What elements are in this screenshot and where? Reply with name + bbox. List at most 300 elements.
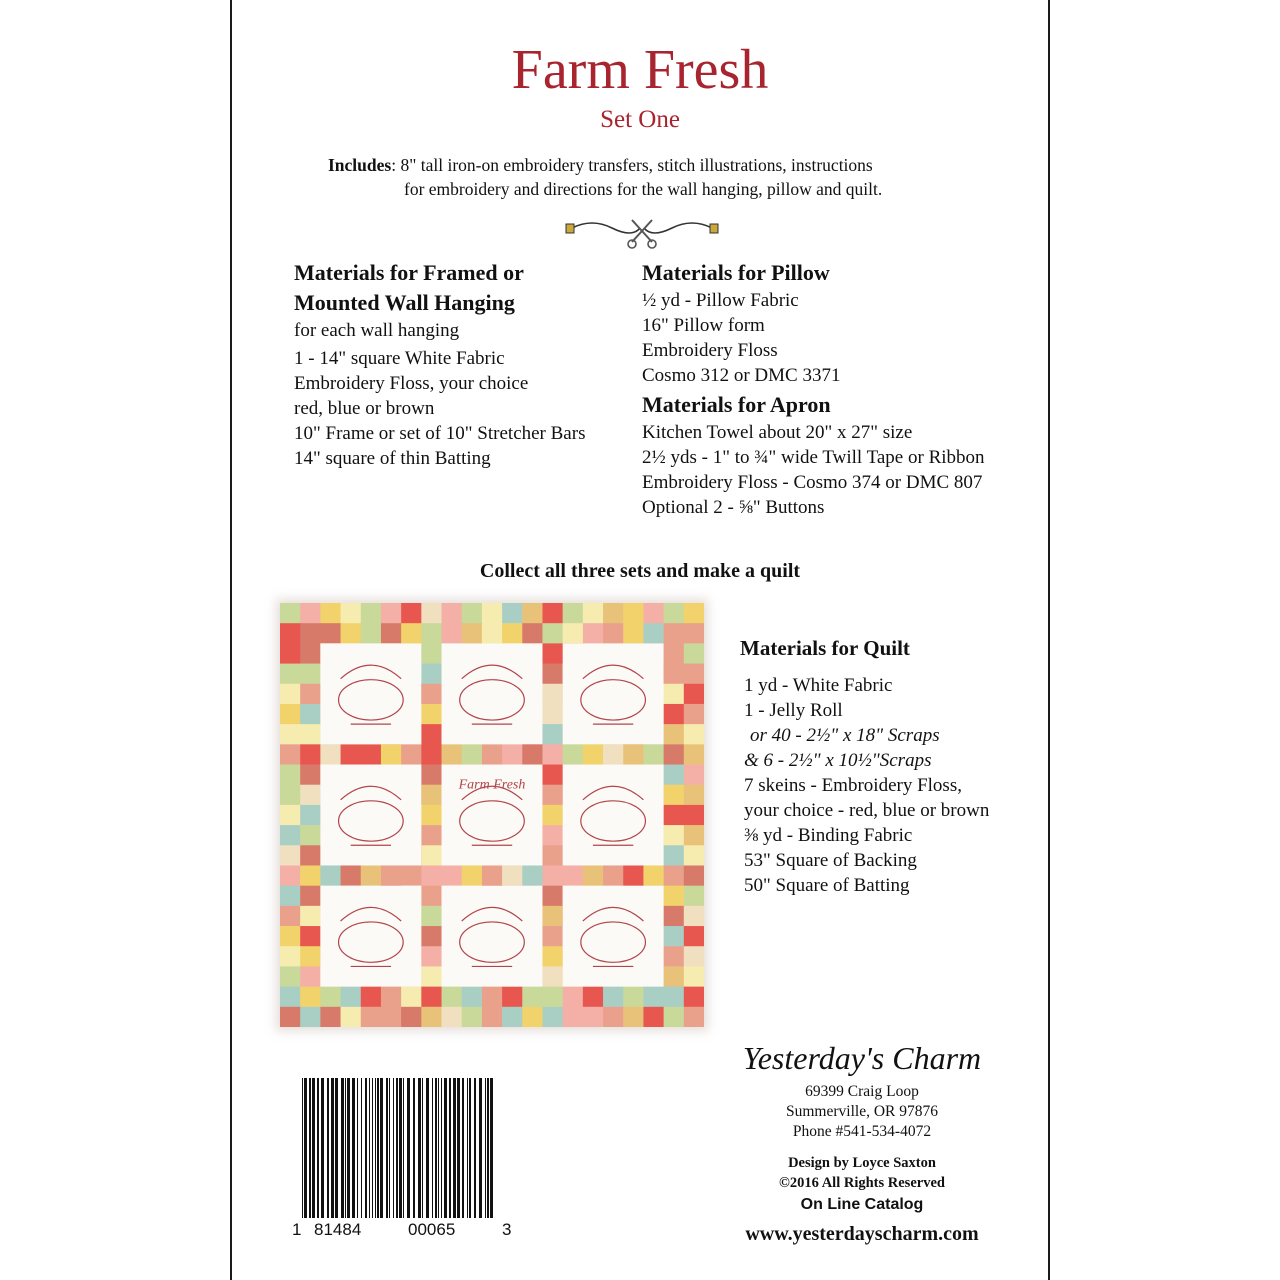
- quilt-patch: [421, 704, 442, 725]
- quilt-patch: [643, 623, 664, 644]
- quilt-patch: [684, 825, 704, 846]
- barcode-bar: [317, 1078, 319, 1218]
- quilt-patch: [643, 987, 664, 1008]
- quilt-patch: [341, 865, 362, 886]
- quilt-patch: [664, 865, 685, 886]
- quilt-patch: [684, 684, 704, 705]
- quilt-patch: [280, 744, 301, 765]
- barcode-bar: [469, 1078, 471, 1218]
- barcode-bar: [321, 1078, 324, 1218]
- quilt-patch: [664, 966, 685, 987]
- barcode-bar: [345, 1078, 346, 1218]
- barcode-bar: [386, 1078, 388, 1218]
- quilt-patch: [300, 744, 321, 765]
- quilt-patch: [603, 987, 624, 1008]
- quilt-heading: Materials for Quilt: [740, 636, 910, 660]
- quilt-patch: [522, 865, 543, 886]
- quilt-patch: [280, 926, 301, 947]
- quilt-patch: [603, 1007, 624, 1027]
- quilt-patch: [684, 906, 704, 927]
- quilt-patch: [421, 603, 442, 624]
- quilt-patch: [280, 664, 301, 685]
- quilt-patch: [623, 1007, 644, 1027]
- barcode-bar: [444, 1078, 447, 1218]
- quilt-patch: [563, 987, 584, 1008]
- quilt-patch: [300, 805, 321, 826]
- quilt-patch: [300, 926, 321, 947]
- quilt-patch: [300, 825, 321, 846]
- wall-hanging-heading-1: Materials for Framed or: [294, 260, 524, 285]
- barcode-bar: [485, 1078, 486, 1218]
- quilt-patch: [563, 603, 584, 624]
- barcode-bar: [393, 1078, 394, 1218]
- barcode-bar: [453, 1078, 456, 1218]
- copyright-notice: ©2016 All Rights Reserved: [779, 1175, 945, 1191]
- quilt-patch: [542, 966, 563, 987]
- quilt-patch: [664, 744, 685, 765]
- quilt-patch: [341, 603, 362, 624]
- quilt-patch: [421, 825, 442, 846]
- quilt-patch: [664, 886, 685, 907]
- quilt-patch: [583, 623, 604, 644]
- pillow-heading: Materials for Pillow: [642, 260, 830, 285]
- list-item: 50" Square of Batting: [744, 875, 910, 896]
- quilt-patch: [300, 684, 321, 705]
- wall-hanging-heading-2: Mounted Wall Hanging: [294, 290, 515, 315]
- barcode-digit-group: 3: [502, 1220, 512, 1239]
- list-item: 1 - 14" square White Fabric: [294, 348, 505, 369]
- quilt-patch: [664, 845, 685, 866]
- quilt-patch: [603, 865, 624, 886]
- barcode-icon: [292, 1078, 502, 1218]
- quilt-patch: [623, 603, 644, 624]
- quilt-patch: [603, 744, 624, 765]
- quilt-patch: [421, 805, 442, 826]
- quilt-patch: [462, 623, 483, 644]
- quilt-patch: [442, 1007, 463, 1027]
- quilt-patch: [542, 946, 563, 967]
- barcode-bar: [312, 1078, 315, 1218]
- includes-line-1: : 8" tall iron-on embroidery transfers, stitch illustrations, instructions: [391, 155, 873, 175]
- quilt-patch: [643, 865, 664, 886]
- quilt-patch: [361, 1007, 382, 1027]
- quilt-patch: [421, 643, 442, 664]
- embroidery-block: [563, 643, 664, 744]
- quilt-patch: [583, 744, 604, 765]
- quilt-patch: [401, 987, 422, 1008]
- quilt-patch: [300, 704, 321, 725]
- quilt-patch: [280, 704, 301, 725]
- quilt-patch: [421, 966, 442, 987]
- barcode-bar: [462, 1078, 464, 1218]
- design-credits: [722, 1153, 1002, 1193]
- quilt-patch: [502, 744, 523, 765]
- wall-hanging-materials: [294, 258, 614, 471]
- quilt-patch: [482, 623, 503, 644]
- quilt-patch: [522, 987, 543, 1008]
- quilt-patch: [361, 865, 382, 886]
- quilt-patch: [542, 785, 563, 806]
- quilt-patch: [542, 865, 563, 886]
- quilt-patch: [401, 744, 422, 765]
- quilt-patch: [664, 664, 685, 685]
- quilt-patch: [280, 603, 301, 624]
- barcode-bar: [432, 1078, 433, 1218]
- barcode-bar: [399, 1078, 402, 1218]
- quilt-patch: [280, 724, 301, 745]
- quilt-patch: [401, 1007, 422, 1027]
- quilt-patch: [300, 966, 321, 987]
- list-item: Cosmo 312 or DMC 3371: [642, 365, 841, 386]
- barcode-bar: [474, 1078, 476, 1218]
- barcode-bar: [352, 1078, 355, 1218]
- embroidery-block: [320, 765, 421, 866]
- barcode-bar: [335, 1078, 338, 1218]
- list-item: Optional 2 - ⅝" Buttons: [642, 497, 825, 518]
- quilt-patch: [361, 603, 382, 624]
- publisher-logo: Yesterday's Charm: [742, 1040, 982, 1076]
- quilt-patch: [280, 623, 301, 644]
- scissors-flourish-icon: [552, 210, 732, 250]
- quilt-patch: [522, 623, 543, 644]
- quilt-patch: [542, 926, 563, 947]
- quilt-patch: [542, 664, 563, 685]
- list-item: 2½ yds - 1" to ¾" wide Twill Tape or Ribbon: [642, 447, 985, 468]
- quilt-patch: [542, 825, 563, 846]
- quilt-patch: [381, 865, 402, 886]
- quilt-patch: [300, 987, 321, 1008]
- quilt-patch: [542, 744, 563, 765]
- quilt-patch: [381, 987, 402, 1008]
- quilt-patch: [664, 926, 685, 947]
- quilt-patch: [462, 744, 483, 765]
- quilt-patch: [341, 1007, 362, 1027]
- quilt-patch: [684, 966, 704, 987]
- quilt-patch: [583, 987, 604, 1008]
- quilt-patch: [542, 1007, 563, 1027]
- quilt-patch: [421, 684, 442, 705]
- address-line-1: 69399 Craig Loop: [805, 1083, 919, 1100]
- list-item: 16" Pillow form: [642, 315, 765, 336]
- quilt-patch: [462, 603, 483, 624]
- quilt-patch: [583, 865, 604, 886]
- quilt-patch: [563, 623, 584, 644]
- barcode-digit-group: 1: [292, 1220, 302, 1239]
- quilt-patch: [442, 987, 463, 1008]
- quilt-patch: [643, 744, 664, 765]
- barcode-bar: [357, 1078, 358, 1218]
- quilt-patch: [421, 765, 442, 786]
- quilt-patch: [280, 805, 301, 826]
- list-item: Kitchen Towel about 20" x 27" size: [642, 422, 913, 443]
- quilt-patch: [664, 643, 685, 664]
- quilt-patch: [684, 886, 704, 907]
- quilt-patch: [623, 744, 644, 765]
- quilt-patch: [401, 623, 422, 644]
- includes-line-2: for embroidery and directions for the wall hanging, pillow and quilt.: [404, 179, 883, 199]
- quilt-patch: [300, 664, 321, 685]
- quilt-patch: [664, 1007, 685, 1027]
- includes-label: Includes: [328, 155, 392, 175]
- quilt-patch: [300, 1007, 321, 1027]
- quilt-patch: [542, 765, 563, 786]
- list-item: your choice - red, blue or brown: [744, 800, 990, 821]
- quilt-patch: [300, 623, 321, 644]
- list-item: 53" Square of Backing: [744, 850, 917, 871]
- quilt-patch: [421, 744, 442, 765]
- quilt-patch: [664, 785, 685, 806]
- quilt-patch: [482, 603, 503, 624]
- barcode-bar: [347, 1078, 350, 1218]
- quilt-patch: [664, 987, 685, 1008]
- barcode-bar: [302, 1078, 303, 1218]
- list-item: red, blue or brown: [294, 398, 435, 419]
- quilt-patch: [623, 865, 644, 886]
- quilt-patch: [664, 704, 685, 725]
- quilt-patch: [442, 623, 463, 644]
- barcode-bar: [369, 1078, 370, 1218]
- publisher-address: [722, 1082, 1002, 1142]
- quilt-patch: [300, 946, 321, 967]
- list-item: 1 - Jelly Roll: [744, 700, 843, 721]
- barcode-bar: [426, 1078, 429, 1218]
- quilt-patch: [442, 865, 463, 886]
- list-item: ½ yd - Pillow Fabric: [642, 290, 799, 311]
- quilt-patch: [684, 987, 704, 1008]
- quilt-patch: [482, 744, 503, 765]
- quilt-patch: [664, 724, 685, 745]
- designer-credit: Design by Loyce Saxton: [788, 1155, 936, 1171]
- quilt-image: [280, 603, 704, 1027]
- quilt-patch: [502, 603, 523, 624]
- quilt-patch: [522, 1007, 543, 1027]
- quilt-patch: [442, 744, 463, 765]
- quilt-patch: [361, 623, 382, 644]
- list-item: Embroidery Floss - Cosmo 374 or DMC 807: [642, 472, 983, 493]
- quilt-patch: [280, 946, 301, 967]
- quilt-patch: [583, 1007, 604, 1027]
- quilt-patch: [300, 785, 321, 806]
- quilt-patch: [684, 805, 704, 826]
- quilt-patch: [280, 906, 301, 927]
- barcode-bar: [365, 1078, 367, 1218]
- quilt-patch: [542, 845, 563, 866]
- quilt-patch: [603, 623, 624, 644]
- quilt-patch: [381, 744, 402, 765]
- quilt-patch: [280, 865, 301, 886]
- quilt-patch: [583, 603, 604, 624]
- phone-number: Phone #541-534-4072: [792, 1123, 932, 1140]
- quilt-patch: [502, 623, 523, 644]
- barcode-bar: [479, 1078, 482, 1218]
- quilt-patch: [300, 865, 321, 886]
- barcode-bar: [375, 1078, 376, 1218]
- quilt-patch: [280, 845, 301, 866]
- quilt-patch: [421, 987, 442, 1008]
- quilt-patch: [280, 966, 301, 987]
- quilt-patch: [320, 865, 341, 886]
- embroidery-block: [563, 765, 664, 866]
- barcode-bar: [441, 1078, 442, 1218]
- barcode-bar: [380, 1078, 383, 1218]
- quilt-patch: [603, 603, 624, 624]
- quilt-patch: [341, 623, 362, 644]
- quilt-patch: [684, 643, 704, 664]
- quilt-patch: [401, 603, 422, 624]
- quilt-patch: [542, 684, 563, 705]
- barcode-bar: [407, 1078, 410, 1218]
- barcode-bar: [467, 1078, 468, 1218]
- quilt-patch: [300, 724, 321, 745]
- quilt-patch: [280, 825, 301, 846]
- quilt-patch: [280, 987, 301, 1008]
- barcode-bar: [487, 1078, 489, 1218]
- quilt-patch: [684, 623, 704, 644]
- quilt-patch: [684, 845, 704, 866]
- quilt-patch: [320, 603, 341, 624]
- quilt-patch: [300, 906, 321, 927]
- quilt-patch: [280, 785, 301, 806]
- pattern-back-cover: [230, 0, 1050, 1280]
- barcode-bar: [304, 1078, 307, 1218]
- quilt-patch: [421, 785, 442, 806]
- quilt-patch: [300, 603, 321, 624]
- list-item: for each wall hanging: [294, 320, 460, 341]
- quilt-patch: [502, 865, 523, 886]
- quilt-patch: [381, 603, 402, 624]
- list-item: ⅜ yd - Binding Fabric: [744, 825, 913, 846]
- quilt-patch: [542, 724, 563, 745]
- quilt-patch: [421, 1007, 442, 1027]
- quilt-patch: [421, 845, 442, 866]
- quilt-patch: [381, 623, 402, 644]
- quilt-patch: [421, 886, 442, 907]
- quilt-patch: [542, 623, 563, 644]
- quilt-patch: [684, 603, 704, 624]
- quilt-patch: [623, 623, 644, 644]
- quilt-patch: [684, 765, 704, 786]
- quilt-patch: [522, 744, 543, 765]
- quilt-patch: [684, 785, 704, 806]
- quilt-patch: [684, 926, 704, 947]
- embroidery-block: [320, 643, 421, 744]
- quilt-patch: [502, 987, 523, 1008]
- barcode-bar: [331, 1078, 334, 1218]
- quilt-patch: [542, 987, 563, 1008]
- quilt-patch: [542, 805, 563, 826]
- quilt-patch: [664, 805, 685, 826]
- quilt-patch: [421, 946, 442, 967]
- quilt-patch: [280, 684, 301, 705]
- apron-heading: Materials for Apron: [642, 392, 831, 417]
- barcode-bar: [435, 1078, 437, 1218]
- quilt-patch: [462, 865, 483, 886]
- list-item: & 6 - 2½" x 10½"Scraps: [744, 750, 932, 771]
- quilt-patch: [542, 704, 563, 725]
- embroidery-block: [563, 886, 664, 987]
- barcode-bar: [327, 1078, 329, 1218]
- barcode-bar: [457, 1078, 460, 1218]
- quilt-patch: [643, 1007, 664, 1027]
- quilt-patch: [300, 886, 321, 907]
- quilt-patch: [643, 603, 664, 624]
- quilt-patch: [664, 946, 685, 967]
- quilt-patch: [320, 1007, 341, 1027]
- quilt-patch: [300, 765, 321, 786]
- embroidery-block: [442, 886, 543, 987]
- quilt-patch: [502, 1007, 523, 1027]
- quilt-patch: [280, 886, 301, 907]
- list-item: Embroidery Floss: [642, 340, 778, 361]
- quilt-patch: [482, 1007, 503, 1027]
- quilt-materials: [740, 633, 1040, 898]
- list-item: 14" square of thin Batting: [294, 448, 491, 469]
- quilt-patch: [684, 664, 704, 685]
- quilt-patch: [664, 825, 685, 846]
- quilt-patch: [320, 623, 341, 644]
- barcode-bar: [403, 1078, 404, 1218]
- list-item: 7 skeins - Embroidery Floss,: [744, 775, 962, 796]
- quilt-patch: [684, 704, 704, 725]
- quilt-patch: [341, 744, 362, 765]
- quilt-patch: [684, 744, 704, 765]
- barcode-bar: [396, 1078, 398, 1218]
- embroidery-block: [320, 886, 421, 987]
- quilt-patch: [401, 865, 422, 886]
- quilt-patch: [563, 744, 584, 765]
- quilt-patch: [684, 1007, 704, 1027]
- barcode-bar: [418, 1078, 421, 1218]
- quilt-patch: [280, 643, 301, 664]
- address-line-2: Summerville, OR 97876: [786, 1103, 938, 1120]
- barcode-bar: [449, 1078, 451, 1218]
- quilt-patch: [421, 724, 442, 745]
- quilt-patch: [664, 684, 685, 705]
- quilt-patch: [482, 987, 503, 1008]
- barcode-bar: [309, 1078, 311, 1218]
- barcode-bar: [377, 1078, 379, 1218]
- barcode-bar: [389, 1078, 390, 1218]
- website-link[interactable]: www.yesterdayscharm.com: [745, 1223, 979, 1245]
- quilt-patch: [664, 765, 685, 786]
- barcode-bar: [341, 1078, 344, 1218]
- barcode-digit-group: 00065: [408, 1220, 456, 1239]
- embroidery-block: [442, 643, 543, 744]
- pattern-subtitle: Set One: [600, 106, 680, 133]
- quilt-patch: [462, 1007, 483, 1027]
- quilt-patch: [421, 865, 442, 886]
- quilt-patch: [522, 603, 543, 624]
- quilt-patch: [421, 906, 442, 927]
- quilt-patch: [280, 1007, 301, 1027]
- quilt-patch: [320, 987, 341, 1008]
- quilt-patch: [623, 987, 644, 1008]
- barcode-bar: [413, 1078, 415, 1218]
- list-item: Embroidery Floss, your choice: [294, 373, 529, 394]
- barcode-digit-group: 81484: [314, 1220, 362, 1239]
- pattern-title: Farm Fresh: [511, 39, 769, 101]
- quilt-center-label: Farm Fresh: [458, 777, 526, 793]
- quilt-patch: [542, 886, 563, 907]
- quilt-patch: [300, 643, 321, 664]
- list-item: or 40 - 2½" x 18" Scraps: [750, 725, 940, 746]
- quilt-patch: [542, 643, 563, 664]
- quilt-patch: [421, 623, 442, 644]
- quilt-patch: [664, 623, 685, 644]
- quilt-patch: [684, 865, 704, 886]
- quilt-patch: [563, 1007, 584, 1027]
- quilt-patch: [361, 987, 382, 1008]
